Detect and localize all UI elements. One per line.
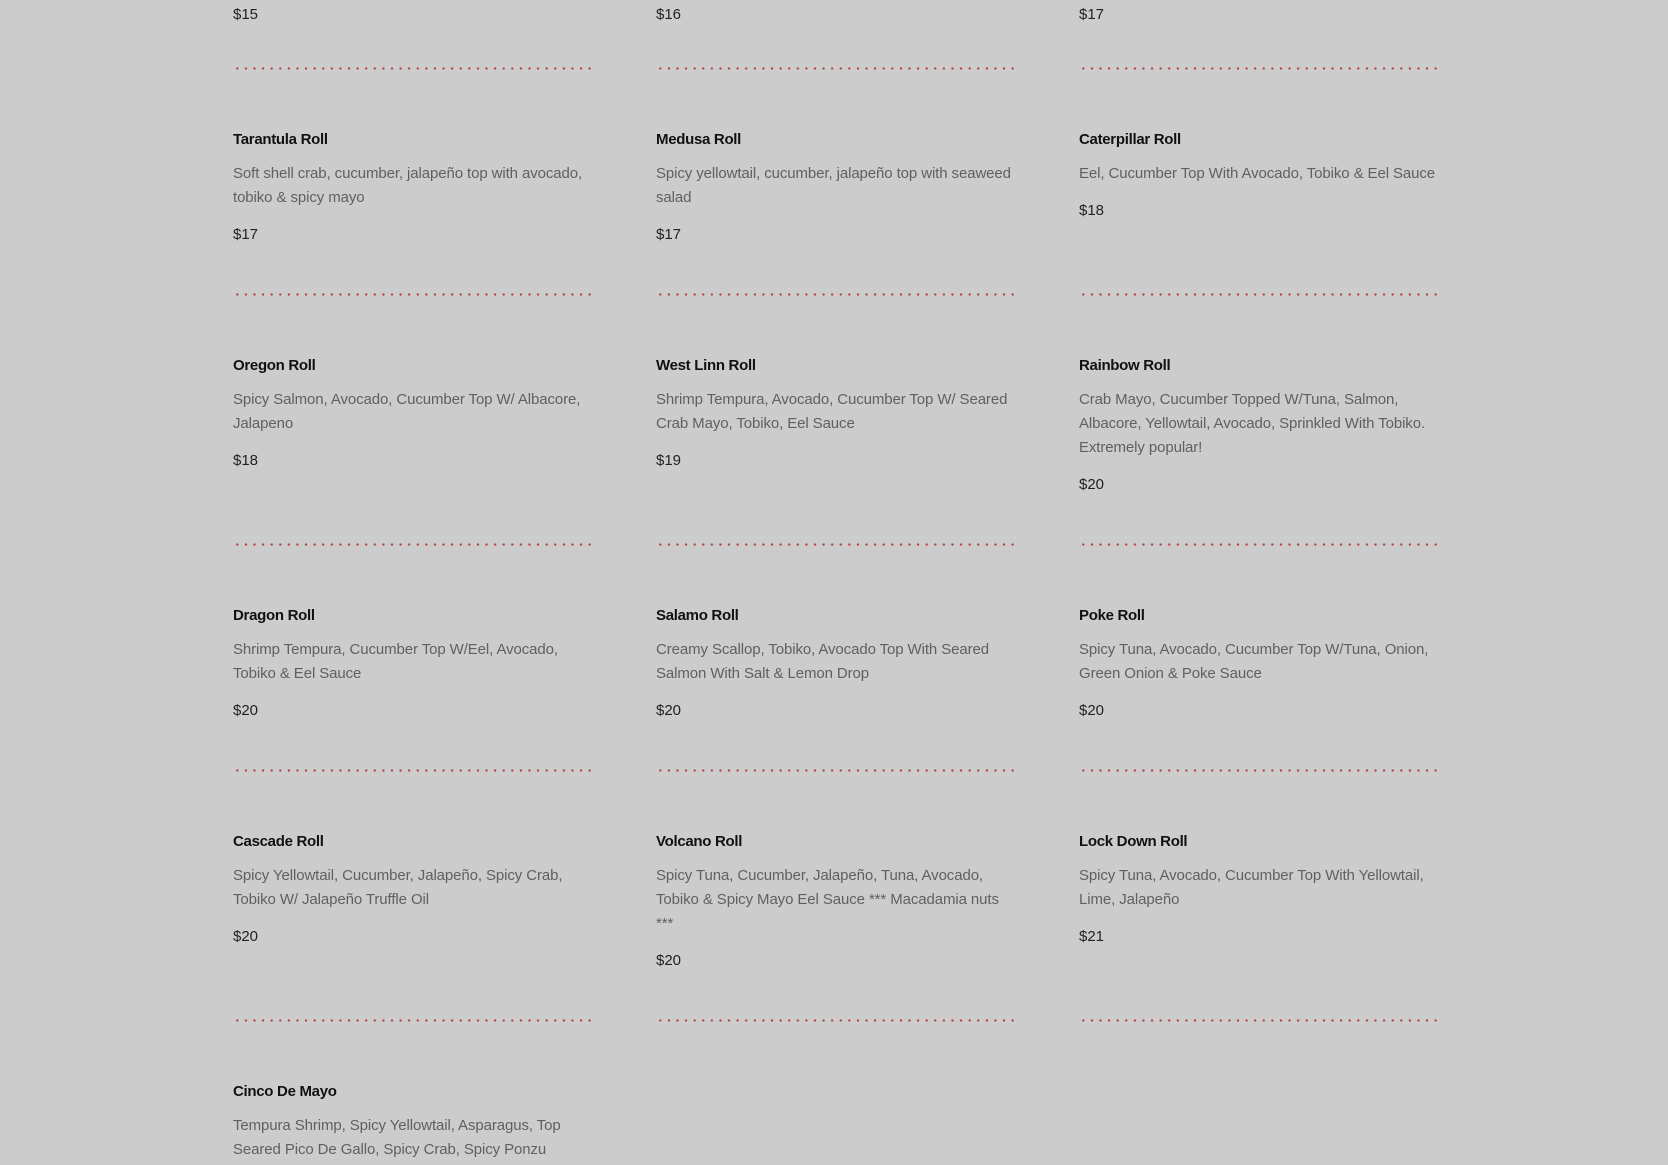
- item-price: $20: [1079, 476, 1105, 493]
- item-name: Volcano Roll: [656, 833, 743, 850]
- item-price: $20: [656, 702, 682, 719]
- dotted-divider: [1079, 543, 1437, 546]
- dotted-divider: [233, 1019, 591, 1022]
- dotted-divider: [233, 769, 591, 772]
- dotted-divider: [1079, 769, 1437, 772]
- dotted-divider: [1079, 293, 1437, 296]
- item-name: Tarantula Roll: [233, 131, 328, 148]
- dotted-divider: [233, 543, 591, 546]
- item-name: Lock Down Roll: [1079, 833, 1188, 850]
- item-description: Spicy Salmon, Avocado, Cucumber Top W/ Albacore, Jalapeno: [233, 391, 581, 432]
- item-description: Spicy yellowtail, cucumber, jalapeño top with seaweed salad: [656, 165, 1011, 206]
- dotted-divider: [656, 1019, 1014, 1022]
- item-name: Oregon Roll: [233, 357, 316, 374]
- dotted-divider: [656, 293, 1014, 296]
- item-price: $17: [233, 226, 259, 243]
- item-price: $19: [656, 452, 682, 469]
- item-description: Shrimp Tempura, Cucumber Top W/Eel, Avocado, Tobiko & Eel Sauce: [233, 641, 558, 682]
- item-description: Spicy Yellowtail, Cucumber, Jalapeño, Spicy Crab, Tobiko W/ Jalapeño Truffle Oil: [233, 867, 563, 908]
- item-description: Shrimp Tempura, Avocado, Cucumber Top W/ Seared Crab Mayo, Tobiko, Eel Sauce: [656, 391, 1008, 432]
- item-name: Medusa Roll: [656, 131, 742, 148]
- item-price: $16: [656, 6, 682, 23]
- item-description: Crab Mayo, Cucumber Topped W/Tuna, Salmon, Albacore, Yellowtail, Avocado, Sprinkled With Tobiko. Extremely popular!: [1079, 391, 1426, 456]
- dotted-divider: [233, 293, 591, 296]
- item-description: Spicy Tuna, Avocado, Cucumber Top With Yellowtail, Lime, Jalapeño: [1079, 867, 1424, 908]
- item-price: $20: [233, 928, 259, 945]
- item-name: Poke Roll: [1079, 607, 1145, 624]
- item-description: Spicy Tuna, Avocado, Cucumber Top W/Tuna, Onion, Green Onion & Poke Sauce: [1079, 641, 1429, 682]
- item-name: Cascade Roll: [233, 833, 324, 850]
- item-description: Creamy Scallop, Tobiko, Avocado Top With Seared Salmon With Salt & Lemon Drop: [656, 641, 989, 682]
- dotted-divider: [1079, 1019, 1437, 1022]
- item-name: Caterpillar Roll: [1079, 131, 1181, 148]
- item-price: $21: [1079, 928, 1105, 945]
- item-name: Cinco De Mayo: [233, 1083, 337, 1100]
- dotted-divider: [656, 543, 1014, 546]
- item-description: Spicy Tuna, Cucumber, Jalapeño, Tuna, Avocado, Tobiko & Spicy Mayo Eel Sauce *** Macadamia nuts ***: [656, 867, 999, 932]
- item-price: $15: [233, 6, 259, 23]
- item-price: $20: [656, 952, 682, 969]
- item-price: $17: [656, 226, 682, 243]
- item-name: West Linn Roll: [656, 357, 756, 374]
- item-price: $20: [1079, 702, 1105, 719]
- item-description: Tempura Shrimp, Spicy Yellowtail, Asparagus, Top Seared Pico De Gallo, Spicy Crab, Spicy Ponzu: [233, 1117, 561, 1158]
- item-price: $17: [1079, 6, 1105, 23]
- item-description: Eel, Cucumber Top With Avocado, Tobiko & Eel Sauce: [1079, 165, 1436, 182]
- dotted-divider: [656, 769, 1014, 772]
- dotted-divider: [1079, 67, 1437, 70]
- item-description: Soft shell crab, cucumber, jalapeño top with avocado, tobiko & spicy mayo: [233, 165, 583, 206]
- item-name: Dragon Roll: [233, 607, 315, 624]
- item-name: Rainbow Roll: [1079, 357, 1171, 374]
- item-price: $18: [1079, 202, 1105, 219]
- item-price: $18: [233, 452, 259, 469]
- item-price: $20: [233, 702, 259, 719]
- dotted-divider: [233, 67, 591, 70]
- dotted-divider: [656, 67, 1014, 70]
- item-name: Salamo Roll: [656, 607, 739, 624]
